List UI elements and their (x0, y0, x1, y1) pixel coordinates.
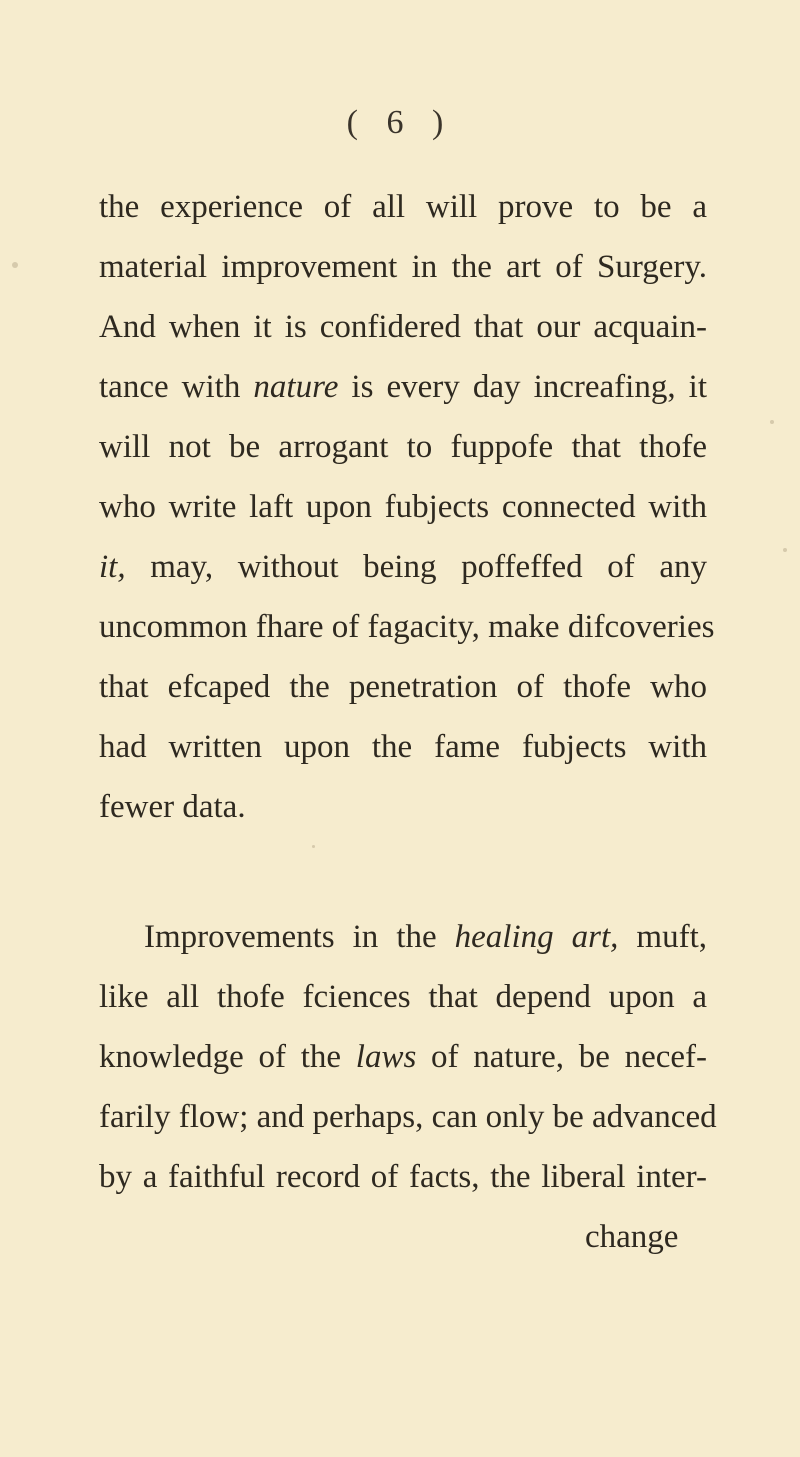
paper-speck (12, 262, 18, 268)
italic-word: laws (355, 1039, 417, 1075)
paper-speck (312, 845, 315, 848)
italic-word: healing art, (454, 919, 619, 955)
text-line: And when it is confidered that our acquain- (99, 309, 707, 345)
text-line: material improvement in the art of Surgery. (99, 249, 707, 285)
text-span: may, without being poffeffed of any (125, 549, 707, 585)
text-line (99, 367, 707, 407)
text-line: had written upon the fame fubjects with (99, 729, 707, 765)
page-number: ( 6 ) (346, 104, 454, 141)
italic-word: it, (99, 549, 126, 585)
text-line: the experience of all will prove to be a (99, 189, 707, 225)
text-span: of nature, be necef- (416, 1039, 707, 1075)
text-line: like all thofe fciences that depend upon a (99, 979, 707, 1015)
text-line (144, 917, 707, 957)
text-span: knowledge of the (99, 1039, 356, 1075)
text-line: who write laft upon fubjects connected with (99, 489, 707, 525)
text-span: muft, (618, 919, 708, 955)
text-line: farily flow; and perhaps, can only be advanced (99, 1099, 717, 1135)
text-span: tance with (99, 369, 254, 405)
paper-speck (770, 420, 774, 424)
italic-word: nature (253, 369, 339, 405)
text-line: by a faithful record of facts, the liberal inter- (99, 1159, 707, 1195)
text-line: fewer data. (99, 789, 246, 825)
text-line: uncommon fhare of fagacity, make difcoveries (99, 609, 715, 645)
paper-speck (783, 548, 787, 552)
catchword: change (585, 1219, 679, 1255)
text-line: that efcaped the penetration of thofe who (99, 669, 707, 705)
text-line: will not be arrogant to fuppofe that thofe (99, 429, 707, 465)
text-line (99, 547, 707, 587)
text-span: is every day increafing, it (338, 369, 707, 405)
text-line (99, 1037, 707, 1077)
text-span: Improvements in the (144, 919, 455, 955)
